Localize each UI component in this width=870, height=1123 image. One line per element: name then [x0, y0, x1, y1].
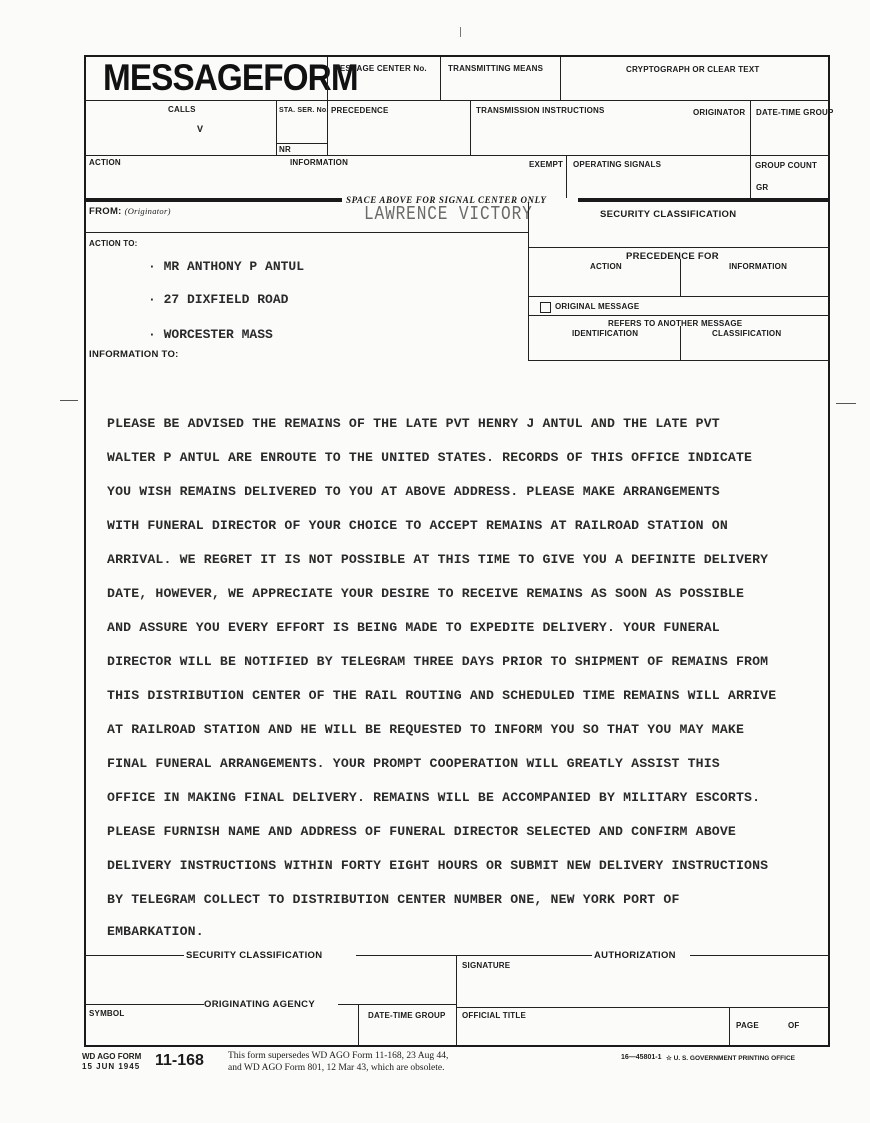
divider — [327, 57, 328, 101]
from-text: FROM: — [89, 206, 122, 217]
divider — [84, 232, 528, 233]
page-label: PAGE — [736, 1021, 759, 1030]
divider — [276, 143, 327, 144]
originator-label: ORIGINATOR — [693, 108, 746, 117]
body-line-16: EMBARKATION. — [107, 924, 204, 939]
supersedes-line-2: and WD AGO Form 801, 12 Mar 43, which are obsolete. — [228, 1063, 445, 1073]
divider — [440, 57, 441, 101]
signal-band-right — [578, 198, 830, 202]
date-time-group-label: DATE-TIME GROUP — [756, 108, 834, 117]
precedence-action-label: ACTION — [590, 262, 622, 271]
divider — [680, 326, 681, 360]
address-line-2: · 27 DIXFIELD ROAD — [148, 292, 289, 307]
divider — [338, 1004, 456, 1005]
of-label: OF — [788, 1021, 800, 1030]
transmission-instructions-label: TRANSMISSION INSTRUCTIONS — [476, 106, 605, 115]
divider — [560, 57, 561, 101]
divider — [84, 1004, 204, 1005]
divider — [528, 315, 830, 316]
print-code: 16—45801-1 — [621, 1054, 662, 1061]
cryptograph-label: CRYPTOGRAPH OR CLEAR TEXT — [626, 65, 760, 74]
form-date: 15 JUN 1945 — [82, 1062, 141, 1071]
space-above-label: SPACE ABOVE FOR SIGNAL CENTER ONLY — [346, 195, 547, 205]
divider — [680, 259, 681, 296]
body-line-3: YOU WISH REMAINS DELIVERED TO YOU AT ABOVE ADDRESS. PLEASE MAKE ARRANGEMENTS — [107, 484, 720, 499]
signal-band-left — [84, 198, 342, 202]
from-label — [89, 206, 171, 217]
precedence-for-label: PRECEDENCE FOR — [626, 251, 719, 262]
official-title-label: OFFICIAL TITLE — [462, 1011, 526, 1020]
form-title: MESSAGEFORM — [103, 57, 358, 98]
transmitting-means-label: TRANSMITTING MEANS — [448, 64, 544, 73]
form-no-label: WD AGO FORM — [82, 1052, 142, 1061]
body-line-11: FINAL FUNERAL ARRANGEMENTS. YOUR PROMPT COOPERATION WILL GREATLY ASSIST THIS — [107, 756, 720, 771]
supersedes-line-1: This form supersedes WD AGO Form 11-168, 23 Aug 44, — [228, 1051, 449, 1061]
from-sub: (Originator) — [124, 206, 171, 216]
precedence-information-label: INFORMATION — [729, 262, 788, 271]
authorization-label: AUTHORIZATION — [594, 950, 676, 961]
divider — [750, 100, 751, 198]
divider — [729, 1007, 730, 1045]
information-label: INFORMATION — [290, 158, 349, 167]
message-center-no-label: MESSAGE CENTER No. — [333, 64, 427, 73]
divider — [276, 100, 277, 156]
divider — [528, 360, 830, 361]
body-line-12: OFFICE IN MAKING FINAL DELIVERY. REMAINS WILL BE ACCOMPANIED BY MILITARY ESCORTS. — [107, 790, 761, 805]
refers-to-label: REFERS TO ANOTHER MESSAGE — [608, 319, 743, 328]
gpo-label: ☆ U. S. GOVERNMENT PRINTING OFFICE — [666, 1055, 795, 1062]
body-line-7: AND ASSURE YOU EVERY EFFORT IS BEING MADE TO EXPEDITE DELIVERY. YOUR FUNERAL — [107, 620, 720, 635]
identification-label: IDENTIFICATION — [572, 329, 639, 338]
divider — [528, 202, 529, 360]
signature-label: SIGNATURE — [462, 961, 511, 970]
originator-stamp: LAWRENCE VICTORY — [364, 203, 533, 225]
body-line-14: DELIVERY INSTRUCTIONS WITHIN FORTY EIGHT HOURS OR SUBMIT NEW DELIVERY INSTRUCTIONS — [107, 858, 769, 873]
address-line-1: · MR ANTHONY P ANTUL — [148, 259, 305, 274]
calls-value: V — [197, 125, 204, 136]
body-line-10: AT RAILROAD STATION AND HE WILL BE REQUESTED TO INFORM YOU SO THAT YOU MAY MAKE — [107, 722, 745, 737]
precedence-label: PRECEDENCE — [331, 106, 389, 115]
divider — [84, 955, 184, 956]
body-line-9: THIS DISTRIBUTION CENTER OF THE RAIL ROUTING AND SCHEDULED TIME REMAINS WILL ARRIVE — [107, 688, 777, 703]
original-message-label: ORIGINAL MESSAGE — [555, 302, 640, 311]
divider — [84, 155, 830, 156]
body-line-2: WALTER P ANTUL ARE ENROUTE TO THE UNITED STATES. RECORDS OF THIS OFFICE INDICATE — [107, 450, 753, 465]
sta-ser-no-label: STA. SER. No. — [279, 107, 329, 114]
divider — [456, 1007, 830, 1008]
divider — [690, 955, 830, 956]
body-line-15: BY TELEGRAM COLLECT TO DISTRIBUTION CENTER NUMBER ONE, NEW YORK PORT OF — [107, 892, 680, 907]
group-count-label: GROUP COUNT — [755, 161, 818, 170]
body-line-13: PLEASE FURNISH NAME AND ADDRESS OF FUNERAL DIRECTOR SELECTED AND CONFIRM ABOVE — [107, 824, 736, 839]
divider — [456, 955, 457, 1045]
action-to-label: ACTION TO: — [89, 239, 138, 248]
body-line-6: DATE, HOWEVER, WE APPRECIATE YOUR DESIRE TO RECEIVE REMAINS AS SOON AS POSSIBLE — [107, 586, 745, 601]
action-label: ACTION — [89, 158, 121, 167]
information-to-label: INFORMATION TO: — [89, 349, 179, 360]
body-line-4: WITH FUNERAL DIRECTOR OF YOUR CHOICE TO ACCEPT REMAINS AT RAILROAD STATION ON — [107, 518, 728, 533]
security-classification-label: SECURITY CLASSIFICATION — [600, 209, 737, 220]
body-line-1: PLEASE BE ADVISED THE REMAINS OF THE LATE PVT HENRY J ANTUL AND THE LATE PVT — [107, 416, 720, 431]
address-line-3: · WORCESTER MASS — [148, 327, 273, 342]
operating-signals-label: OPERATING SIGNALS — [573, 160, 662, 169]
divider — [84, 100, 830, 101]
classification-label: CLASSIFICATION — [712, 329, 782, 338]
symbol-label: SYMBOL — [89, 1009, 125, 1018]
body-line-8: DIRECTOR WILL BE NOTIFIED BY TELEGRAM THREE DAYS PRIOR TO SHIPMENT OF REMAINS FROM — [107, 654, 769, 669]
original-message-checkbox[interactable] — [540, 302, 551, 313]
gr-label: GR — [756, 183, 769, 192]
divider — [528, 247, 830, 248]
divider — [356, 955, 592, 956]
divider — [470, 100, 471, 156]
divider — [566, 155, 567, 198]
footer-security-classification-label: SECURITY CLASSIFICATION — [186, 950, 323, 961]
divider — [358, 1004, 359, 1045]
form-number: 11-168 — [155, 1052, 204, 1069]
body-line-5: ARRIVAL. WE REGRET IT IS NOT POSSIBLE AT THIS TIME TO GIVE YOU A DEFINITE DELIVERY — [107, 552, 769, 567]
exempt-label: EXEMPT — [529, 160, 564, 169]
calls-label: CALLS — [168, 105, 196, 114]
scan-mark — [836, 403, 856, 404]
divider — [528, 296, 830, 297]
originating-agency-label: ORIGINATING AGENCY — [204, 999, 315, 1010]
nr-label: NR — [279, 145, 291, 154]
footer-date-time-group-label: DATE-TIME GROUP — [368, 1011, 446, 1020]
scan-mark — [60, 400, 78, 401]
scan-mark — [460, 27, 461, 37]
